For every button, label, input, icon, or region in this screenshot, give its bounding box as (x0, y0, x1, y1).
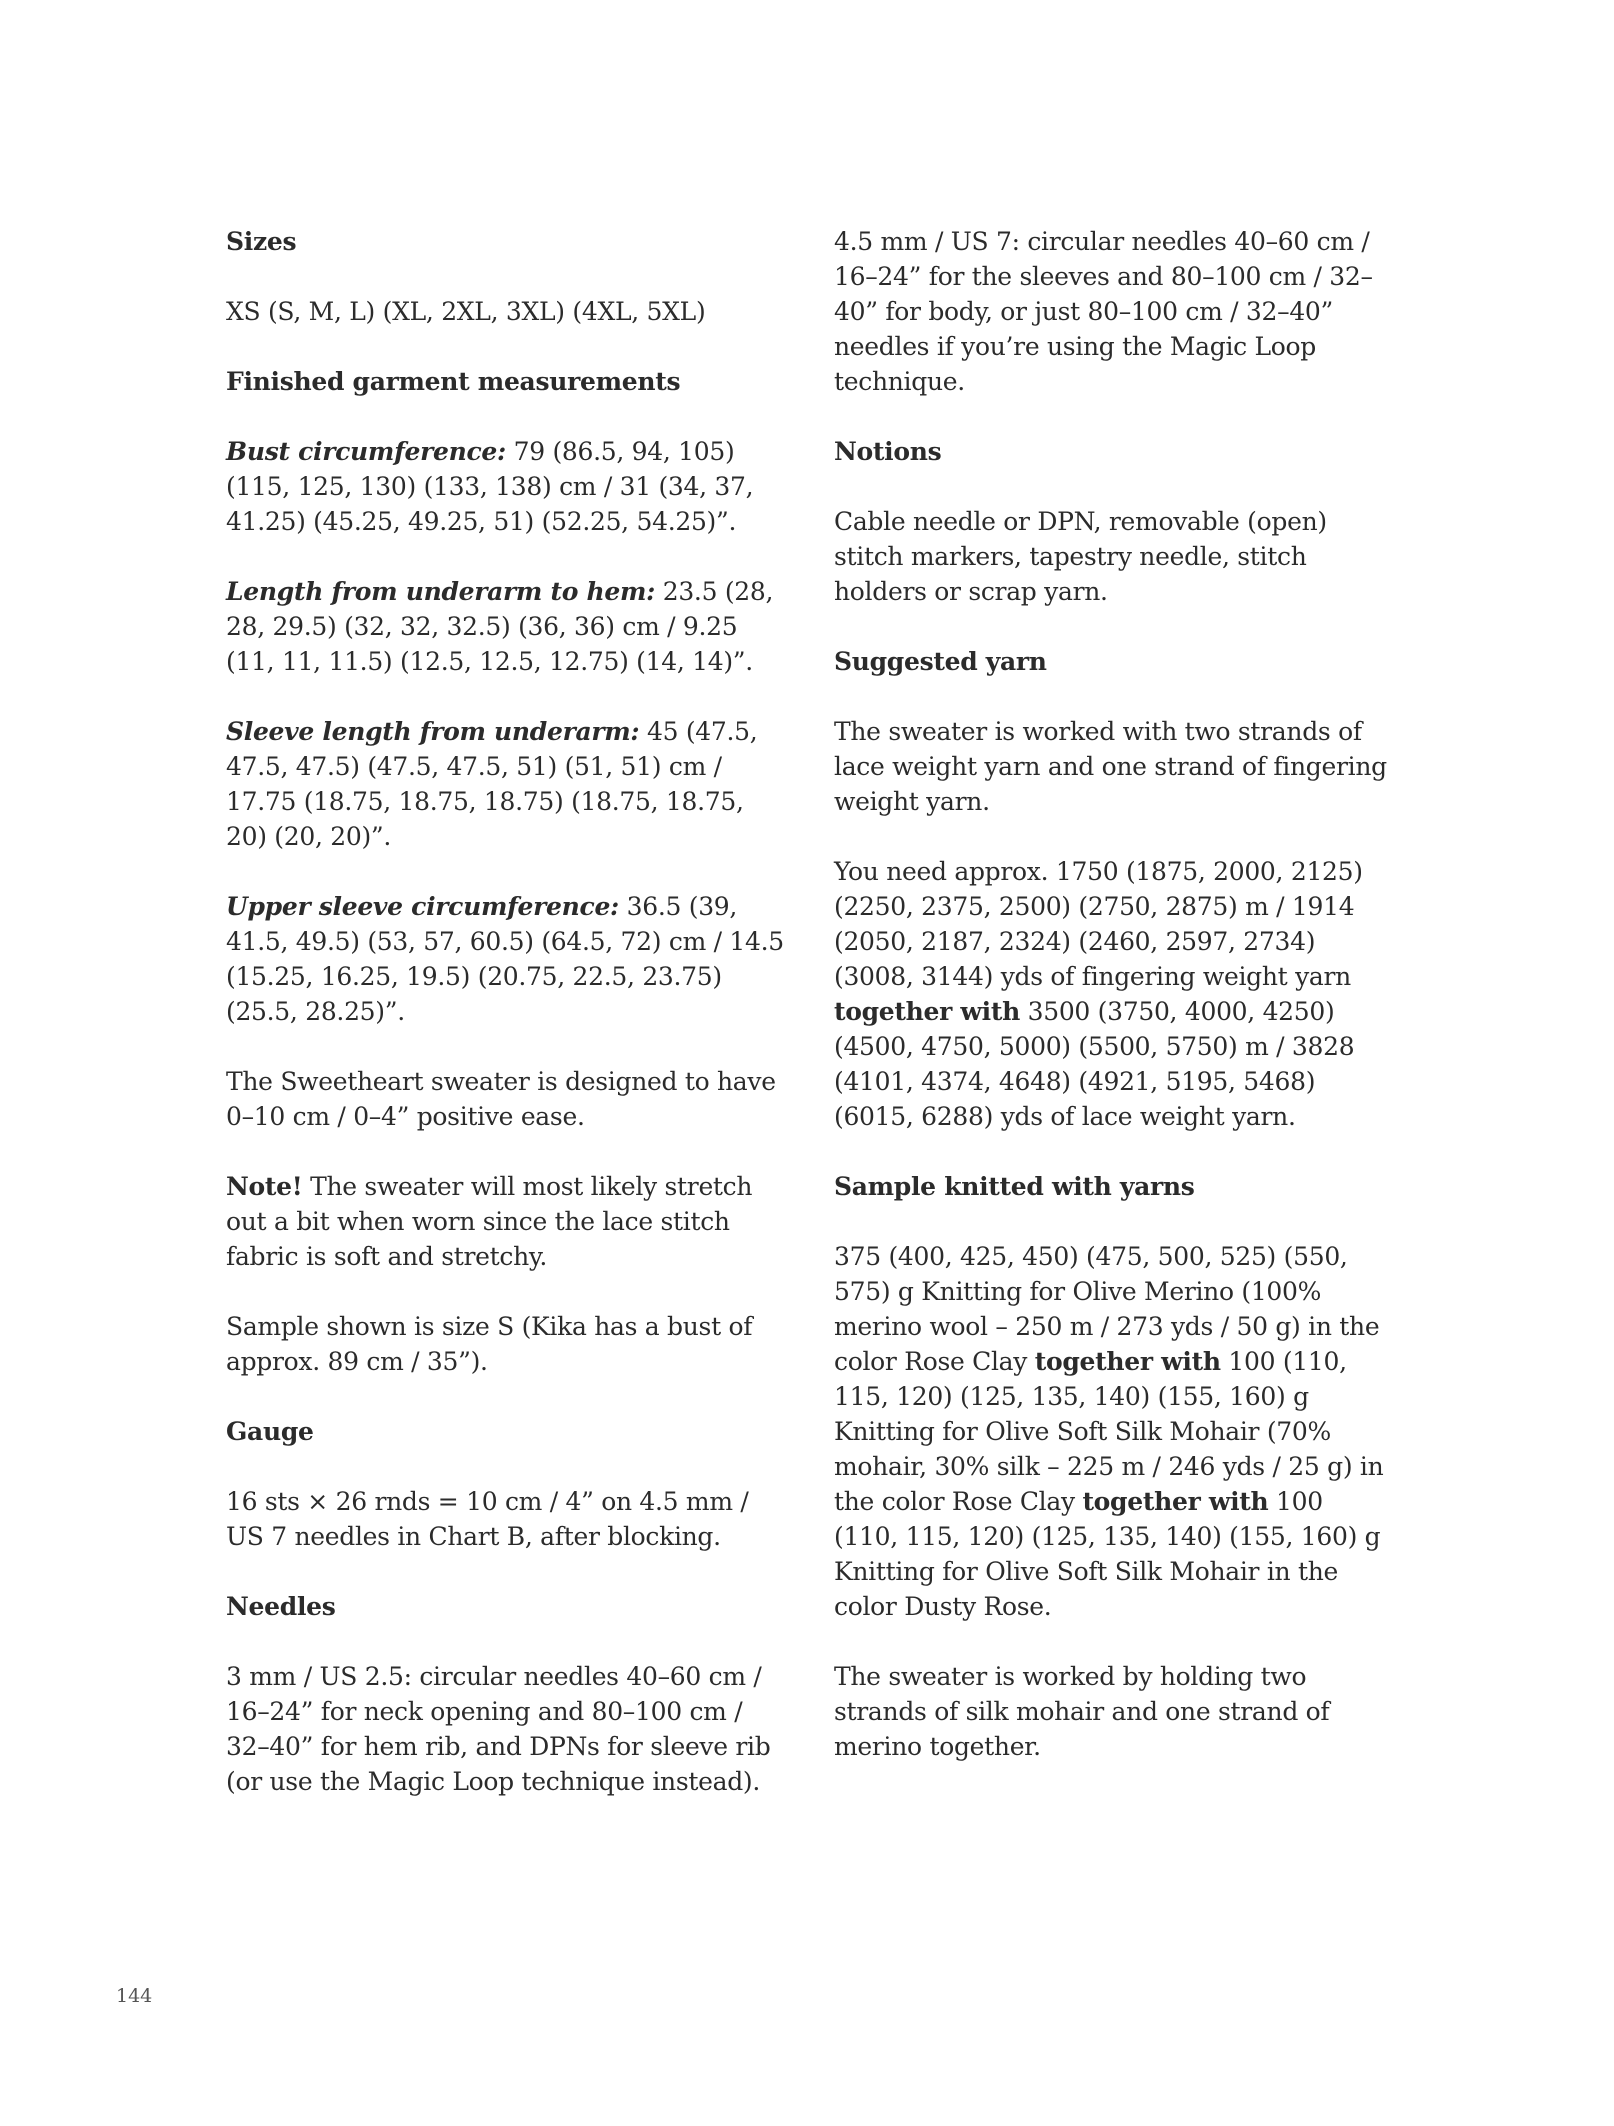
bust-circumference (226, 434, 786, 539)
yarn-amount-part1: You need approx. 1750 (1875, 2000, 2125) (2250, 2375, 2500) (2750, 2875) m / 1914 (2050, 2187, 2324) (2460, 2597, 2734) (3008, 3144) yds of fingering weight yarn (834, 857, 1363, 991)
upper-sleeve-label: Upper sleeve circumference: (226, 892, 619, 921)
bust-value: 79 (86.5, 94, 105) (115, 125, 130) (133, 138) cm / 31 (34, 37, 41.25) (45.25, 49.25, 51) (52.25, 54.25)”. (226, 437, 754, 536)
yarn-amount-part2: 3500 (3750, 4000, 4250) (4500, 4750, 5000) (5500, 5750) m / 3828 (4101, 4374, 4648) (4921, 5195, 5468) (6015, 6288) yds of lace weight yarn. (834, 997, 1355, 1131)
sample-yarns-heading: Sample knitted with yarns (834, 1172, 1195, 1201)
bust-label: Bust circumference: (226, 437, 506, 466)
sleeve-value: 45 (47.5, 47.5, 47.5) (47.5, 47.5, 51) (51, 51) cm / 17.75 (18.75, 18.75, 18.75) (18.75, 18.75, 20) (20, 20)”. (226, 717, 758, 851)
sample-yarns-together-with-1: together with (1034, 1347, 1221, 1376)
sample-yarns-part3: 100 (110, 115, 120) (125, 135, 140) (155, 160) g Knitting for Olive Soft Silk Mohair in the color Dusty Rose. (834, 1487, 1381, 1621)
notions-heading: Notions (834, 437, 942, 466)
sleeve-length (226, 714, 786, 854)
length-underarm-to-hem (226, 574, 786, 679)
length-value: 23.5 (28, 28, 29.5) (32, 32, 32.5) (36, 36) cm / 9.25 (11, 11, 11.5) (12.5, 12.5, 12.75) (14, 14)”. (226, 577, 774, 676)
needles-continued-text: 4.5 mm / US 7: circular needles 40–60 cm / 16–24” for the sleeves and 80–100 cm / 32–40” for body, or just 80–100 cm / 32–40” needles if you’re using the Magic Loop technique. (834, 227, 1373, 396)
needles-heading: Needles (226, 1592, 336, 1621)
needles-text: 3 mm / US 2.5: circular needles 40–60 cm / 16–24” for neck opening and 80–100 cm / 32–40” for hem rib, and DPNs for sleeve rib (or use the Magic Loop technique instead). (226, 1662, 771, 1796)
page-number: 144 (116, 1985, 153, 2007)
sizes-text: XS (S, M, L) (XL, 2XL, 3XL) (4XL, 5XL) (226, 297, 706, 326)
note-label: Note! (226, 1172, 303, 1201)
length-label: Length from underarm to hem: (226, 577, 656, 606)
sample-size-text: Sample shown is size S (Kika has a bust of approx. 89 cm / 35”). (226, 1312, 753, 1376)
upper-sleeve-value: 36.5 (39, 41.5, 49.5) (53, 57, 60.5) (64.5, 72) cm / 14.5 (15.25, 16.25, 19.5) (20.75, 22.5, 23.75) (25.5, 28.25)”. (226, 892, 784, 1026)
sizes-heading: Sizes (226, 227, 297, 256)
sample-yarns-together-with-2: together with (1082, 1487, 1269, 1516)
gauge-heading: Gauge (226, 1417, 314, 1446)
sample-yarns-part1: 375 (400, 425, 450) (475, 500, 525) (550, 575) g Knitting for Olive Merino (100% merino wool – 250 m / 273 yds / 50 g) in the color Rose Clay (834, 1242, 1380, 1376)
left-column (226, 224, 786, 1834)
yarn-intro-text: The sweater is worked with two strands of lace weight yarn and one strand of fingering weight yarn. (834, 717, 1387, 816)
sample-yarns-part2: 100 (110, 115, 120) (125, 135, 140) (155, 160) g Knitting for Olive Soft Silk Mohair (70% mohair, 30% silk – 225 m / 246 yds / 25 g) in the color Rose Clay (834, 1347, 1384, 1516)
right-column (834, 224, 1394, 1799)
gauge-text: 16 sts × 26 rnds = 10 cm / 4” on 4.5 mm / US 7 needles in Chart B, after blocking. (226, 1487, 749, 1551)
note-paragraph (226, 1169, 786, 1274)
sleeve-label: Sleeve length from underarm: (226, 717, 640, 746)
yarn-amount-together-with: together with (834, 997, 1020, 1026)
suggested-yarn-heading: Suggested yarn (834, 647, 1047, 676)
upper-sleeve-circumference (226, 889, 786, 1029)
yarn-amount-paragraph (834, 854, 1394, 1134)
note-text: The sweater will most likely stretch out a bit when worn since the lace stitch fabric is soft and stretchy. (226, 1172, 753, 1271)
notions-text: Cable needle or DPN, removable (open) stitch markers, tapestry needle, stitch holders or scrap yarn. (834, 507, 1327, 606)
sample-yarns-paragraph (834, 1239, 1394, 1624)
measurements-heading: Finished garment measurements (226, 367, 681, 396)
ease-text: The Sweetheart sweater is designed to have 0–10 cm / 0–4” positive ease. (226, 1067, 776, 1131)
holding-text: The sweater is worked by holding two strands of silk mohair and one strand of merino together. (834, 1662, 1330, 1761)
